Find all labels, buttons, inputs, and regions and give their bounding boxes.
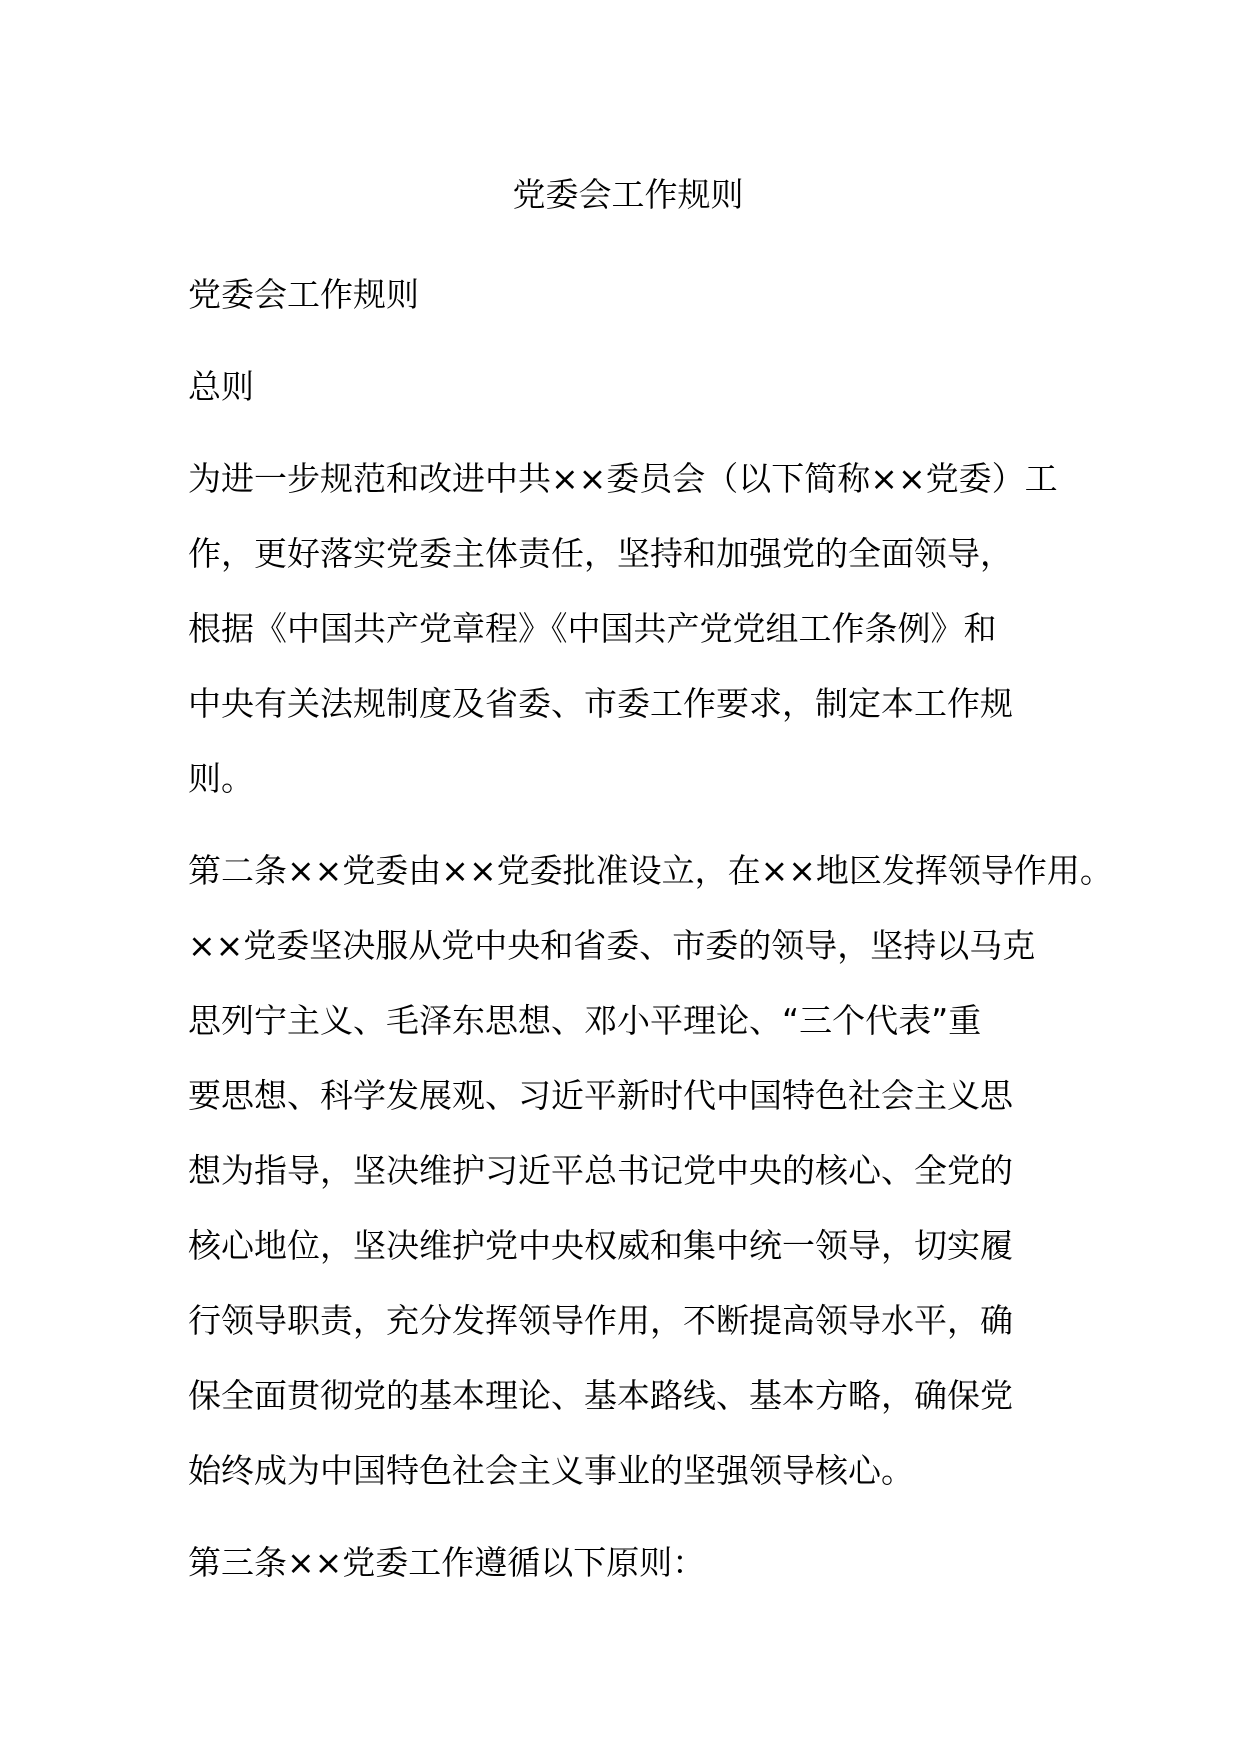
document-body bbox=[188, 165, 1113, 1600]
article-3 bbox=[188, 1525, 1068, 1600]
paragraph-line: 思列宁主义、毛泽东思想、邓小平理论、“三个代表”重 bbox=[188, 1001, 982, 1040]
document-subtitle: 党委会工作规则 bbox=[188, 275, 419, 314]
paragraph-line: 则。 bbox=[188, 759, 254, 798]
paragraph-line: 始终成为中国特色社会主义事业的坚强领导核心。 bbox=[188, 1451, 914, 1490]
paragraph-line: 第二条××党委由××党委批准设立，在××地区发挥领导作用。 bbox=[188, 851, 1113, 890]
paragraph-line: 作，更好落实党委主体责任，坚持和加强党的全面领导， bbox=[188, 534, 1013, 573]
paragraph-line: 中央有关法规制度及省委、市委工作要求，制定本工作规 bbox=[188, 684, 1013, 723]
paragraph-line: 要思想、科学发展观、习近平新时代中国特色社会主义思 bbox=[188, 1076, 1013, 1115]
paragraph-line: ××党委坚决服从党中央和省委、市委的领导，坚持以马克 bbox=[188, 926, 1036, 965]
paragraph-line: 保全面贯彻党的基本理论、基本路线、基本方略，确保党 bbox=[188, 1376, 1013, 1415]
paragraph-line: 第三条××党委工作遵循以下原则： bbox=[188, 1543, 706, 1582]
paragraph-1 bbox=[188, 441, 1068, 816]
document-title: 党委会工作规则 bbox=[512, 175, 744, 214]
paragraph-line: 想为指导，坚决维护习近平总书记党中央的核心、全党的 bbox=[188, 1151, 1013, 1190]
paragraph-line: 行领导职责，充分发挥领导作用，不断提高领导水平，确 bbox=[188, 1301, 1013, 1340]
section-heading: 总则 bbox=[188, 367, 254, 406]
paragraph-line: 核心地位，坚决维护党中央权威和集中统一领导，切实履 bbox=[188, 1226, 1013, 1265]
article-2 bbox=[188, 833, 1113, 1508]
paragraph-line: 根据《中国共产党章程》《中国共产党党组工作条例》和 bbox=[188, 609, 997, 648]
paragraph-line: 为进一步规范和改进中共××委员会（以下简称××党委）工 bbox=[188, 459, 1058, 498]
